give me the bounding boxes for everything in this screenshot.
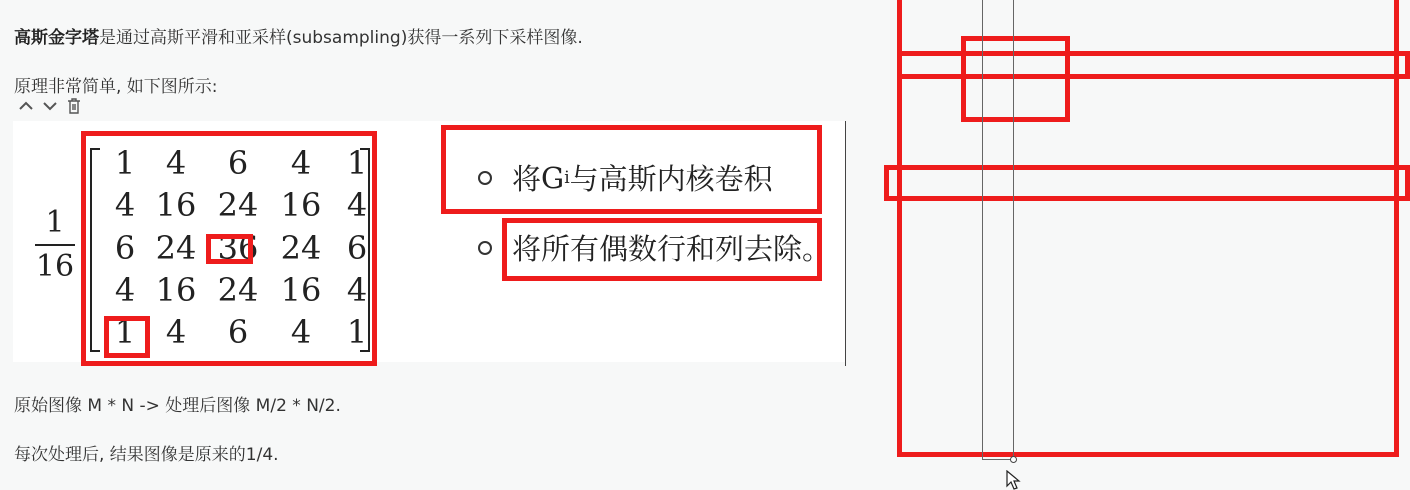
matrix-cell: 24 bbox=[280, 229, 322, 267]
matrix-cell: 16 bbox=[280, 271, 322, 309]
ratio-paragraph: 每次处理后, 结果图像是原来的1/4. bbox=[14, 445, 279, 465]
image-toolbar bbox=[14, 95, 86, 117]
matrix-cell-center: 36 bbox=[217, 229, 259, 267]
matrix-cell: 4 bbox=[165, 144, 187, 182]
principle-paragraph: 原理非常简单, 如下图所示: bbox=[14, 77, 218, 97]
mouse-cursor-icon bbox=[1005, 470, 1023, 490]
resize-handle[interactable] bbox=[1010, 456, 1017, 463]
bullet-remove-text: 将所有偶数行和列去除。 bbox=[512, 232, 832, 266]
matrix-cell: 1 bbox=[114, 144, 136, 182]
highlight-center-cell-box bbox=[206, 234, 253, 264]
figure-right-edge bbox=[845, 121, 846, 366]
fraction-numerator: 1 bbox=[45, 205, 65, 240]
overlay-small-box bbox=[961, 36, 1070, 122]
intro-paragraph bbox=[14, 27, 583, 49]
matrix-cell: 1 bbox=[346, 144, 368, 182]
bullet-circle-icon bbox=[478, 241, 492, 255]
bullet-convolve-prefix: 将 bbox=[512, 162, 542, 196]
bullet-convolve-suffix: 与高斯内核卷积 bbox=[569, 162, 773, 196]
matrix-cell: 4 bbox=[165, 313, 187, 351]
matrix-cell: 6 bbox=[114, 229, 136, 267]
highlight-bullet1-box bbox=[441, 125, 822, 214]
fraction-bar bbox=[35, 244, 75, 246]
highlight-corner-cell-box bbox=[104, 316, 150, 358]
matrix-cell: 24 bbox=[217, 186, 259, 224]
matrix-cell: 4 bbox=[114, 271, 136, 309]
matrix-cell: 4 bbox=[290, 144, 312, 182]
gaussian-pyramid-term: 高斯金字塔 bbox=[14, 28, 99, 48]
guide-line-right bbox=[1013, 0, 1014, 460]
intro-text: 是通过高斯平滑和亚采样(subsampling)获得一系列下采样图像. bbox=[99, 28, 583, 48]
matrix-cell: 4 bbox=[290, 313, 312, 351]
matrix-cell: 16 bbox=[155, 186, 197, 224]
g-subscript: i bbox=[564, 167, 570, 188]
chevron-down-icon[interactable] bbox=[38, 95, 62, 117]
matrix-cell: 4 bbox=[114, 186, 136, 224]
matrix-cell: 1 bbox=[114, 313, 136, 351]
matrix-cell: 6 bbox=[227, 313, 249, 351]
trash-icon[interactable] bbox=[62, 95, 86, 117]
guide-line-left bbox=[982, 0, 983, 460]
g-symbol: G bbox=[541, 160, 565, 195]
matrix-cell: 24 bbox=[155, 229, 197, 267]
matrix-cell: 4 bbox=[346, 271, 368, 309]
matrix-cell: 16 bbox=[155, 271, 197, 309]
matrix-cell: 6 bbox=[227, 144, 249, 182]
chevron-up-icon[interactable] bbox=[14, 95, 38, 117]
matrix-cell: 24 bbox=[217, 271, 259, 309]
size-paragraph: 原始图像 M * N -> 处理后图像 M/2 * N/2. bbox=[14, 396, 341, 416]
matrix-cell: 6 bbox=[346, 229, 368, 267]
overlay-band-middle bbox=[884, 165, 1410, 201]
fraction bbox=[35, 206, 75, 284]
matrix-cell: 1 bbox=[346, 313, 368, 351]
matrix-cell: 16 bbox=[280, 186, 322, 224]
fraction-denominator: 16 bbox=[35, 249, 75, 284]
highlight-bullet2-box bbox=[502, 218, 822, 281]
matrix-cell: 4 bbox=[346, 186, 368, 224]
